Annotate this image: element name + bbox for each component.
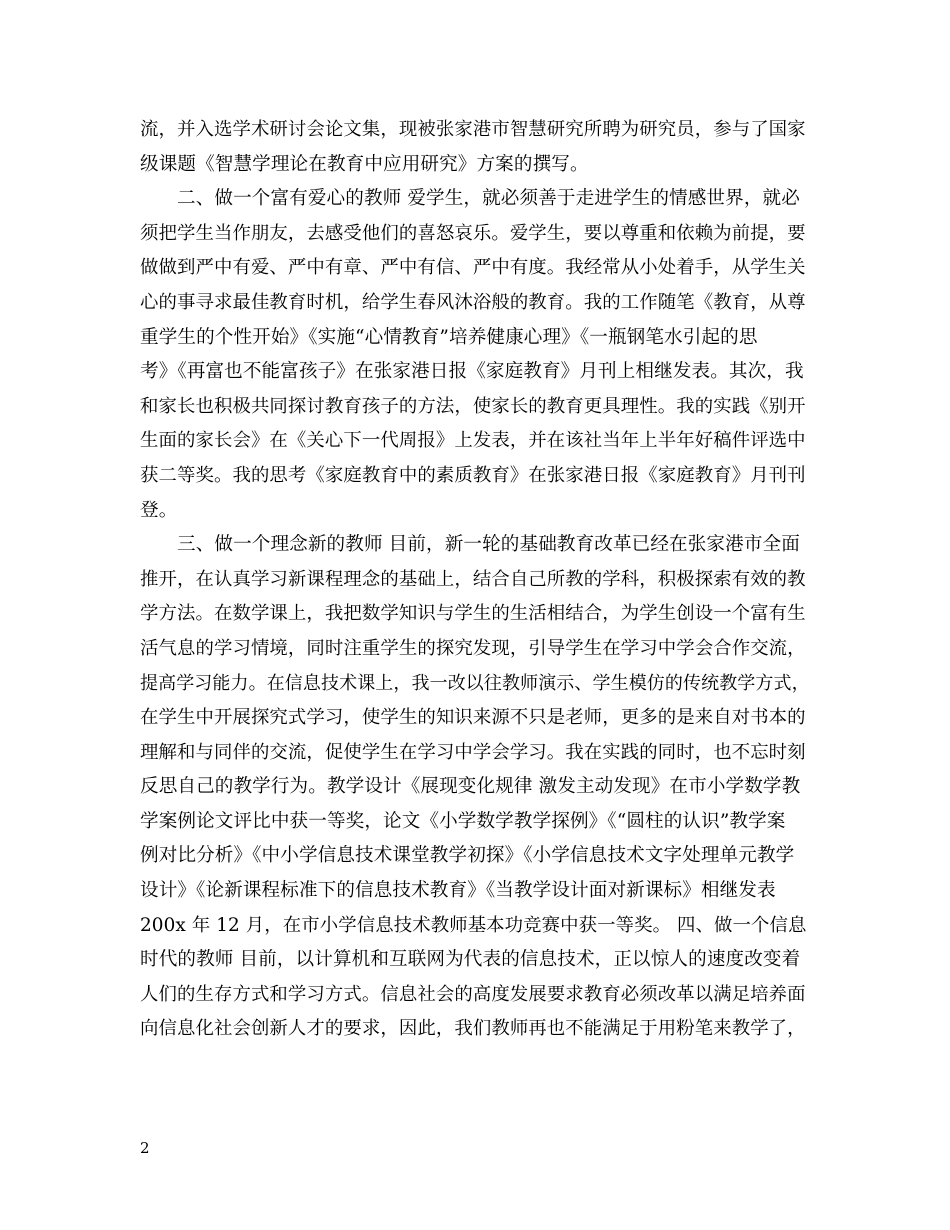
text-line: 理解和与同伴的交流，促使学生在学习中学会学习。我在实践的同时，也不忘时刻 [140,741,806,763]
text-line: 生面的家长会》在《关心下一代周报》上发表，并在该社当年上半年好稿件评选中 [140,430,806,452]
text-line: 考》《再富也不能富孩子》在张家港日报《家庭教育》月刊上相继发表。其次，我 [140,361,804,383]
text-line: 提高学习能力。在信息技术课上，我一改以往教师演示、学生模仿的传统教学方式， [140,672,810,694]
text-line: 流，并入选学术研讨会论文集，现被张家港市智慧研究所聘为研究员，参与了国家 [140,119,806,140]
text-line: 和家长也积极共同探讨教育孩子的方法，使家长的教育更具理性。我的实践《别开 [140,395,806,417]
text-line: 推开，在认真学习新课程理念的基础上，结合自己所教的学科，积极探索有效的教 [140,568,806,590]
text-line: 做做到严中有爱、严中有章、严中有信、严中有度。我经常从小处着手，从学生关 [140,257,806,279]
text-line: 学案例论文评比中获一等奖，论文《小学数学教学探例》《“圆柱的认识”教学案 [140,810,786,832]
text-line: 重学生的个性开始》《实施“心情教育”培养健康心理》《一瓶钢笔水引起的思 [140,326,758,348]
text-line: 三、做一个理念新的教师 目前，新一轮的基础教育改革已经在张家港市全面 [177,534,800,556]
page-number: 2 [140,1139,150,1157]
text-line: 级课题《智慧学理论在教育中应用研究》方案的撰写。 [140,153,589,175]
body-text [140,113,812,1047]
text-line: 获二等奖。我的思考《家庭教育中的素质教育》在张家港日报《家庭教育》月刊刊 [140,464,806,486]
text-line: 在学生中开展探究式学习，使学生的知识来源不只是老师，更多的是来自对书本的 [140,707,806,729]
text-line: 向信息化社会创新人才的要求，因此，我们教师再也不能满足于用粉笔来教学了， [140,1018,806,1040]
text-line: 人们的生存方式和学习方式。信息社会的高度发展要求教育必须改革以满足培养面 [140,983,806,1005]
text-line: 活气息的学习情境，同时注重学生的探究发现，引导学生在学习中学会合作交流， [140,637,806,659]
text-line: 登。 [140,499,178,521]
text-line: 学方法。在数学课上，我把数学知识与学生的生活相结合，为学生创设一个富有生 [140,603,806,625]
text-line: 200x 年 12 月，在市小学信息技术教师基本功竞赛中获一等奖。 四、做一个信息 [140,914,807,936]
text-line: 设计》《论新课程标准下的信息技术教育》《当教学设计面对新课标》相继发表 [140,880,776,902]
text-line: 二、做一个富有爱心的教师 爱学生，就必须善于走进学生的情感世界，就必 [177,188,800,210]
text-line: 时代的教师 目前，以计算机和互联网为代表的信息技术，正以惊人的速度改变着 [140,949,801,971]
text-line: 例对比分析》《中小学信息技术课堂教学初探》《小学信息技术文字处理单元教学 [140,845,795,867]
text-line: 反思自己的教学行为。教学设计《展现变化规律 激发主动发现》在市小学数学教 [140,776,801,798]
text-line: 须把学生当作朋友，去感受他们的喜怒哀乐。爱学生，要以尊重和依赖为前提，要 [140,222,806,244]
text-line: 心的事寻求最佳教育时机，给学生春风沐浴般的教育。我的工作随笔《教育，从尊 [140,291,806,313]
